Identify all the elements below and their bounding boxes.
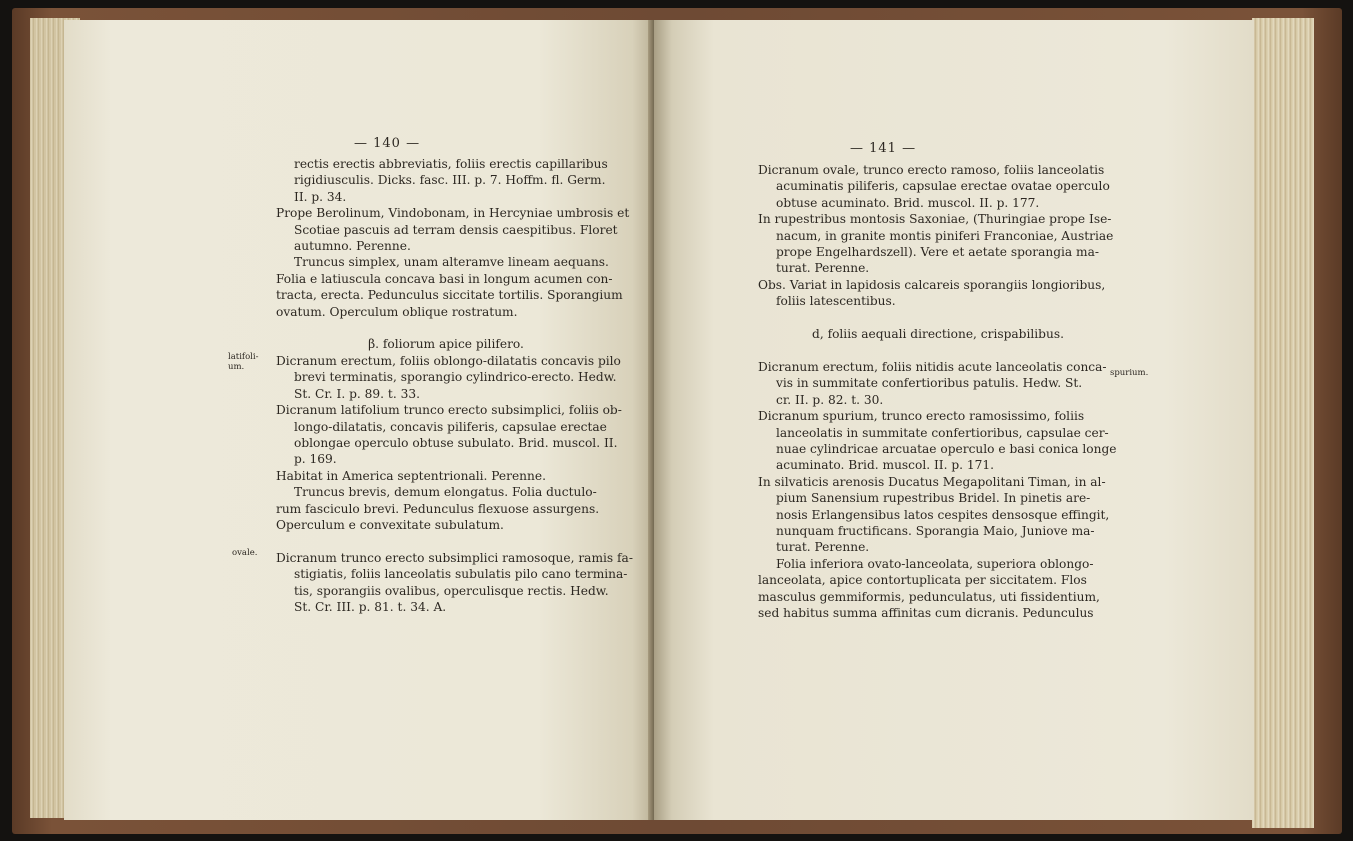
text-line: tracta, erecta. Pedunculus siccitate tortilis. Sporangium	[276, 288, 623, 303]
text-line: In rupestribus montosis Saxoniae, (Thuringiae prope Ise-	[758, 212, 1112, 227]
text-line: lanceolata, apice contortuplicata per siccitatem. Flos	[758, 573, 1087, 588]
text-line: II. p. 34.	[294, 189, 347, 204]
page-number-left: — 140 —	[354, 136, 421, 151]
text-line: rigidiusculis. Dicks. fasc. III. p. 7. Hoffm. fl. Germ.	[294, 173, 606, 188]
text-line: nacum, in granite montis piniferi Franconiae, Austriae	[776, 228, 1114, 243]
text-line: brevi terminatis, sporangio cylindrico-erecto. Hedw.	[294, 370, 617, 385]
text-line: Habitat in America septentrionali. Perenne.	[276, 468, 546, 483]
text-line: vis in summitate confertioribus patulis. Hedw. St.	[776, 376, 1083, 391]
text-line: Dicranum ovale, trunco erecto ramoso, foliis lanceolatis	[758, 163, 1105, 177]
text-line: Obs. Variat in lapidosis calcareis sporangiis longioribus,	[758, 277, 1106, 292]
text-line: acuminatis piliferis, capsulae erectae ovatae operculo	[776, 179, 1110, 194]
page-number-right: — 141 —	[850, 141, 917, 156]
text-line: Dicranum trunco erecto subsimplici ramosoque, ramis fa-	[276, 550, 633, 565]
text-line: turat. Perenne.	[776, 540, 870, 555]
text-line: Operculum e convexitate subulatum.	[276, 517, 504, 532]
page-edges-right	[1252, 18, 1314, 828]
margin-note-ovale: ovale.	[232, 548, 258, 558]
text-line: Truncus simplex, unam alteramve lineam aequans.	[294, 255, 609, 270]
text-line: prope Engelhardszell). Vere et aetate sporangia ma-	[776, 245, 1099, 260]
right-page-text	[758, 162, 1118, 621]
text-line: d, foliis aequali directione, crispabilibus.	[812, 327, 1064, 342]
text-line: foliis latescentibus.	[776, 294, 896, 309]
text-line: tis, sporangiis ovalibus, operculisque rectis. Hedw.	[294, 583, 609, 598]
margin-note-latifolium: latifoli- um.	[228, 352, 259, 372]
text-line: p. 169.	[294, 452, 337, 467]
text-line: turat. Perenne.	[776, 261, 870, 276]
left-page-text	[276, 156, 633, 615]
text-line: ovatum. Operculum oblique rostratum.	[276, 304, 518, 319]
text-line	[758, 310, 1118, 326]
text-line: stigiatis, foliis lanceolatis subulatis pilo cano termina-	[294, 567, 628, 582]
text-line: St. Cr. III. p. 81. t. 34. A.	[294, 599, 447, 614]
text-line: cr. II. p. 82. t. 30.	[776, 392, 884, 407]
text-line: Prope Berolinum, Vindobonam, in Hercyniae umbrosis et	[276, 206, 630, 221]
text-line: pium Sanensium rupestribus Bridel. In pinetis are-	[776, 491, 1091, 506]
text-line: rum fasciculo brevi. Pedunculus flexuose assurgens.	[276, 501, 600, 516]
text-line: β. foliorum apice pilifero.	[368, 337, 524, 352]
text-line: Dicranum latifolium trunco erecto subsimplici, foliis ob-	[276, 403, 622, 418]
text-line: Truncus brevis, demum elongatus. Folia ductulo-	[294, 485, 597, 500]
text-line: autumno. Perenne.	[294, 239, 411, 254]
text-line: St. Cr. I. p. 89. t. 33.	[294, 386, 420, 401]
text-line: sed habitus summa affinitas cum dicranis. Pedunculus	[758, 605, 1094, 620]
text-line: Scotiae pascuis ad terram densis caespitibus. Floret	[294, 222, 618, 237]
text-line: rectis erectis abbreviatis, foliis erectis capillaribus	[294, 157, 608, 171]
text-line: nuae cylindricae arcuatae operculo e basi conica longe	[776, 441, 1117, 456]
text-line: Folia e latiuscula concava basi in longum acumen con-	[276, 271, 613, 286]
text-line: obtuse acuminato. Brid. muscol. II. p. 177.	[776, 195, 1040, 210]
right-page	[654, 20, 1254, 820]
text-line: nosis Erlangensibus latos cespites densosque effingit,	[776, 507, 1110, 522]
text-line: acuminato. Brid. muscol. II. p. 171.	[776, 458, 995, 473]
text-line: masculus gemmiformis, pedunculatus, uti fissidentium,	[758, 589, 1100, 604]
text-line	[276, 533, 616, 549]
left-page	[64, 20, 656, 820]
text-line	[758, 342, 1118, 358]
text-line: Folia inferiora ovato-lanceolata, superiora oblongo-	[776, 556, 1094, 571]
open-book	[12, 8, 1342, 834]
text-line: In silvaticis arenosis Ducatus Megapolitani Timan, in al-	[758, 474, 1106, 489]
text-line: lanceolatis in summitate confertioribus, capsulae cer-	[776, 425, 1109, 440]
text-line	[276, 320, 616, 336]
text-line: Dicranum erectum, foliis nitidis acute lanceolatis conca-	[758, 359, 1107, 374]
text-line: nunquam fructificans. Sporangia Maio, Juniove ma-	[776, 523, 1095, 538]
text-line: Dicranum erectum, foliis oblongo-dilatatis concavis pilo	[276, 353, 621, 368]
text-line: longo-dilatatis, concavis piliferis, capsulae erectae	[294, 419, 607, 434]
text-line: Dicranum spurium, trunco erecto ramosissimo, foliis	[758, 409, 1085, 424]
text-line: oblongae operculo obtuse subulato. Brid. muscol. II.	[294, 435, 618, 450]
margin-note-spurium: spurium.	[1110, 368, 1149, 378]
